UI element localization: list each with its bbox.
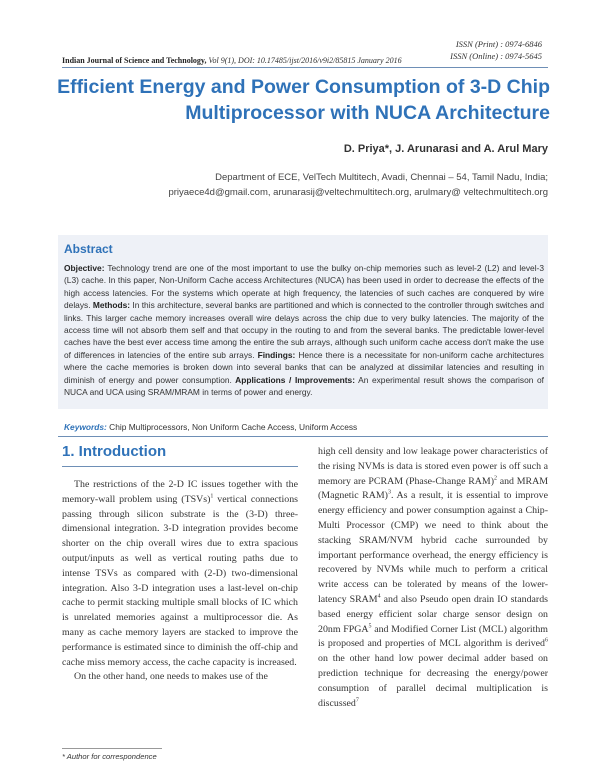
issn-online: ISSN (Online) : 0974-5645 bbox=[450, 51, 542, 61]
header-divider bbox=[62, 67, 548, 68]
citation-ref: 2 bbox=[494, 475, 498, 482]
body-text: on the other hand low power decimal adder based on prediction technique for decreasing the energy/power consumption of parallel decimal multiplication is discussed bbox=[318, 653, 548, 709]
body-column-right bbox=[318, 445, 548, 711]
body-column-left bbox=[62, 478, 298, 685]
footnote: * Author for correspondence bbox=[62, 752, 157, 761]
body-paragraph bbox=[318, 445, 548, 711]
citation-ref: 3 bbox=[387, 490, 391, 497]
section-heading: 1. Introduction bbox=[62, 443, 167, 460]
body-text: and MRAM (Magnetic RAM) bbox=[318, 475, 549, 502]
applications-text: An experimental result shows the comparison of NUCA and UCA using SRAM/MRAM in terms of power and energy. bbox=[64, 374, 545, 398]
citation-ref: 5 bbox=[368, 623, 372, 630]
body-text: and Modified Corner List (MCL) algorithm is proposed and properties of MCL algorithm is derived bbox=[318, 623, 548, 650]
citation-ref: 4 bbox=[377, 593, 381, 600]
body-text: The restrictions of the 2-D IC issues together with the memory-wall problem using (TSVs) bbox=[62, 479, 298, 505]
issn-print: ISSN (Print) : 0974-6846 bbox=[455, 39, 542, 49]
paper-title bbox=[40, 74, 550, 126]
affiliation bbox=[168, 170, 548, 200]
footnote-divider bbox=[62, 748, 162, 749]
issn-block bbox=[450, 38, 542, 62]
affiliation-line-1: Department of ECE, VelTech Multitech, Avadi, Chennai – 54, Tamil Nadu, India; bbox=[215, 172, 548, 183]
body-text: vertical connections passing through silicon substrate is the (3-D) three-dimensional integration. 3-D integration provides become shorter on the chip overall wires due to extra spacious output/inputs as well as vertical routing paths due to intense TSVs as compared with (2-D) two-dimensional integration. Also 3-D integration uses a last-level on-chip cache to permit stacking multiple small blocks of IC which is unrelated memories against a multiprocessor die. As many as cache memory layers are stacked to improve the performance is estimated since to diminish the off-chip and cache miss memory access, the cache capacity is increased. bbox=[62, 493, 298, 668]
keywords-line bbox=[64, 422, 357, 432]
citation-ref: 6 bbox=[545, 638, 548, 645]
body-text: . As a result, it is essential to improve energy efficiency and power consumption against a Chip-Multi Processor (CMP) we need to think about the stacking SRAM/NVM hybrid cache surrounded by important performance overhead, the energy efficiency is recovered by NVMs while much to perform a critical write access can be tolerated by means of the lower-latency SRAM bbox=[318, 490, 548, 605]
citation-ref: 7 bbox=[355, 697, 359, 704]
methods-label: Methods: bbox=[90, 300, 131, 311]
body-paragraph: On the other hand, one needs to makes use of the bbox=[74, 671, 268, 683]
title-line-2: Multiprocessor with NUCA Architecture bbox=[185, 102, 550, 124]
findings-label: Findings: bbox=[254, 349, 296, 360]
section-divider bbox=[62, 466, 298, 467]
applications-label: Applications / Improvements: bbox=[231, 374, 355, 385]
citation-ref: 1 bbox=[210, 493, 214, 500]
body-paragraph bbox=[62, 478, 298, 670]
objective-text: Technology trend are one of the most important to use the bulky on-chip memories such as level-2 (L2) and level-3 (L3) cache. In this paper, Non-Uniform Cache access Architectures (NUCA) has been used in order to decrease the effects of the high access latencies. For the systems which operate at high frequency, the latencies of such caches are conquered by wire delays. bbox=[64, 263, 544, 311]
affiliation-line-2: priyaece4d@gmail.com, arunarasij@veltechmultitech.org, arulmary@ veltechmultitech.org bbox=[168, 187, 548, 198]
keywords-divider bbox=[58, 436, 548, 437]
objective-label: Objective: bbox=[64, 263, 105, 273]
keywords-text: Chip Multiprocessors, Non Uniform Cache Access, Uniform Access bbox=[106, 422, 358, 432]
journal-details: Vol 9(1), DOI: 10.17485/ijst/2016/v9i2/85815 January 2016 bbox=[206, 56, 402, 65]
body-text: high cell density and low leakage power characteristics of the rising NVMs is data is stored even power is off such a memory are PCRAM (Phase-Change RAM) bbox=[318, 446, 548, 487]
keywords-label: Keywords: bbox=[64, 422, 107, 432]
title-line-1: Efficient Energy and Power Consumption of 3-D Chip bbox=[57, 76, 550, 98]
methods-text: In this architecture, several banks are partitioned and which is connected to the controller through switches and links. This larger cache memory increases overall wire delays across the chip due to very bulky latencies. The majority of the access time will not absorb them self and that occupy in the routing to and from the several banks. The predictable lower-level caches have the best ever access time among the entire the sub arrays, although such uniform cache access don't make the use of differences in latencies of the entire sub arrays. bbox=[64, 300, 544, 360]
body-text: and also Pseudo open drain IO standards based energy efficient solar charge sensor design on 20nm FPGA bbox=[318, 593, 548, 635]
abstract-heading: Abstract bbox=[64, 242, 113, 256]
author-list: D. Priya*, J. Arunarasi and A. Arul Mary bbox=[343, 143, 548, 155]
journal-citation bbox=[62, 56, 402, 65]
abstract-text bbox=[64, 262, 544, 398]
findings-text: Hence there is a necessitate for non-uniform cache architectures where the cache memories is broken down into several banks that can be analyzed at dissimilar latencies and resulting in diminish of energy and power consumption. bbox=[64, 349, 544, 385]
journal-name: Indian Journal of Science and Technology, bbox=[62, 56, 207, 65]
